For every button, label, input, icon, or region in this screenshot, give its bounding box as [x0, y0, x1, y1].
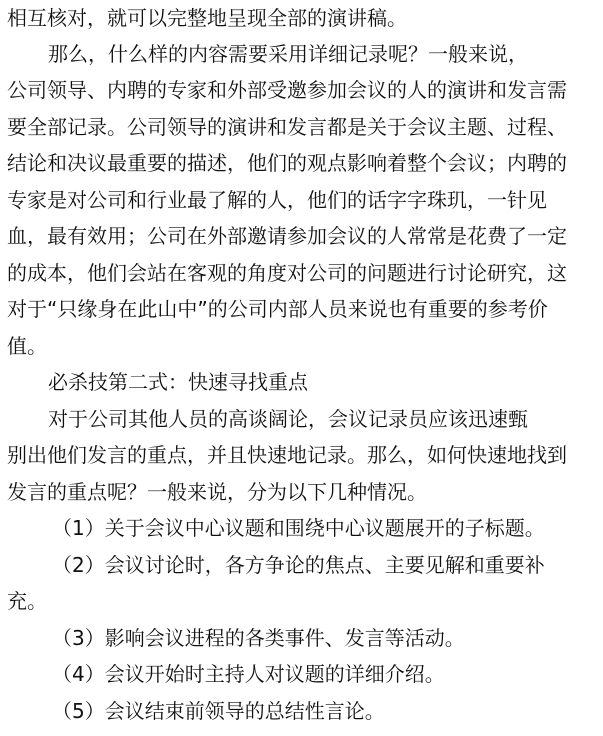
list-item: （1）关于会议中心议题和围绕中心议题展开的子标题。 [52, 516, 545, 540]
paragraph-line: 发言的重点呢？一般来说，分为以下几种情况。 [7, 480, 427, 504]
section-heading: 必杀技第二式：快速寻找重点 [48, 370, 308, 394]
paragraph-line: 公司领导、内聘的专家和外部受邀参加会议的人的演讲和发言需 [7, 78, 567, 102]
paragraph-line: 的成本，他们会站在客观的角度对公司的问题进行讨论研究，这 [7, 261, 567, 285]
paragraph-line: 专家是对公司和行业最了解的人，他们的话字字珠玑，一针见 [7, 188, 547, 212]
paragraph-line: 对于“只缘身在此山中”的公司内部人员来说也有重要的参考价 [7, 297, 548, 321]
list-item: （4）会议开始时主持人对议题的详细介绍。 [52, 662, 445, 686]
paragraph-line: 血，最有效用；公司在外部邀请参加会议的人常常是花费了一定 [7, 224, 567, 248]
paragraph-line: 别出他们发言的重点，并且快速地记录。那么，如何快速地找到 [7, 443, 567, 467]
paragraph-line: 那么，什么样的内容需要采用详细记录呢？一般来说， [48, 42, 528, 66]
paragraph-line: 值。 [7, 334, 47, 358]
paragraph-line: 对于公司其他人员的高谈阔论，会议记录员应该迅速甄 [48, 407, 528, 431]
paragraph-line: 结论和决议最重要的描述，他们的观点影响着整个会议；内聘的 [7, 151, 567, 175]
list-item: （5）会议结束前领导的总结性言论。 [52, 699, 385, 723]
list-item: （3）影响会议进程的各类事件、发言等活动。 [52, 626, 465, 650]
paragraph-line: 要全部记录。公司领导的演讲和发言都是关于会议主题、过程、 [7, 115, 567, 139]
list-item-continuation: 充。 [7, 589, 47, 613]
paragraph-line: 相互核对，就可以完整地呈现全部的演讲稿。 [7, 6, 407, 30]
list-item: （2）会议讨论时，各方争论的焦点、主要见解和重要补 [52, 553, 545, 577]
